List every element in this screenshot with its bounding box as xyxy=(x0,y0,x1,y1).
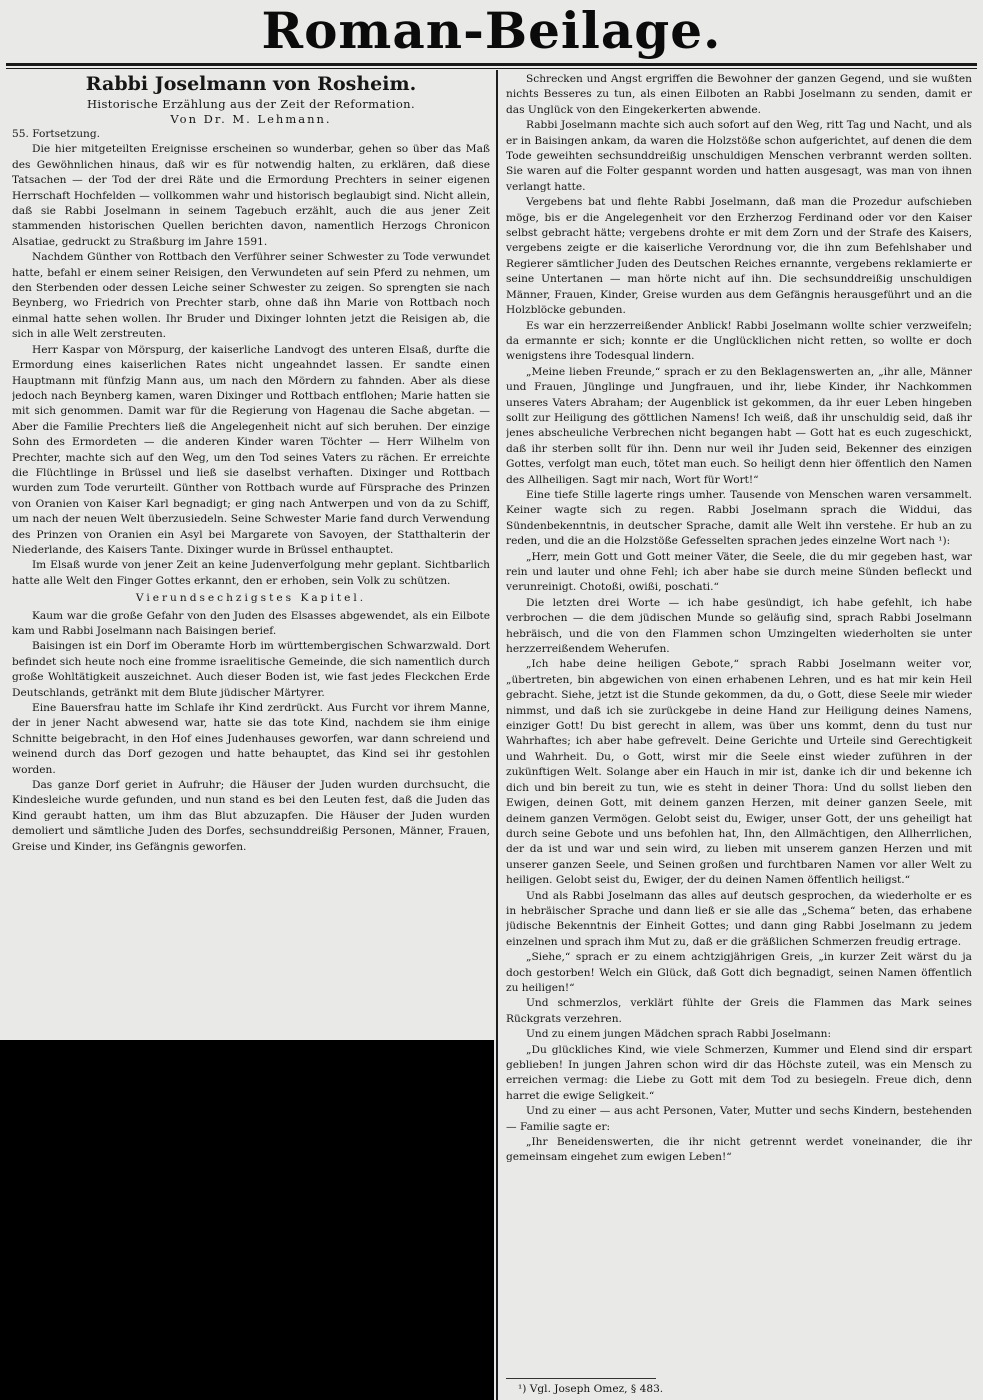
paragraph: „Meine lieben Freunde,“ sprach er zu den Beklagenswerten an, „ihr alle, Männer und Frauen, Jünglinge und Jungfrauen, und ihr, liebe Kinder, ihr Nachkommen unseres Vaters Abraham; der Augenblick ist gekommen, da ihr euer Leben hingeben sollt zur Heiligung des göttlichen Namens! Ich weiß, daß ihr unschuldig seid, daß ihr jenes abscheuliche Verbrechen nicht begangen habt — Gott hat es euch zugeschickt, daß ihr sterben sollt für ihn. Denn nur weil ihr Juden seid, Bekenner des einzigen Gottes, verfolgt man euch, tötet man euch. So heiligt denn hier öffentlich den Namen des Allheiligen. Sagt mir nach, Wort für Wort!“ xyxy=(506,365,972,486)
column-divider xyxy=(496,70,498,1400)
paragraph: „Siehe,“ sprach er zu einem achtzigjährigen Greis, „in kurzer Zeit wärst du ja doch gestorben! Welch ein Glück, daß Gott dich begnadigt, seinen Namen öffentlich zu heiligen!“ xyxy=(506,951,972,994)
paragraph: Die letzten drei Worte — ich habe gesündigt, ich habe gefehlt, ich habe verbrochen — die dem jüdischen Munde so geläufig sind, sprach Rabbi Joselmann hebräisch, und die von den Flammen schon Umzingelten wiederholten sie unter herzzerreißendem Weherufen. xyxy=(506,596,972,656)
paragraph: Es war ein herzzerreißender Anblick! Rabbi Joselmann wollte schier verzweifeln; da ermannte er sich; konnte er die Unglücklichen nicht retten, so wollte er doch wenigstens ihre Todesqual lindern. xyxy=(506,319,972,363)
paragraph: „Ich habe deine heiligen Gebote,“ sprach Rabbi Joselmann weiter vor, „übertreten, bin abgewichen von einen erhabenen Lehren, und es hat mir kein Heil gebracht. Siehe, jetzt ist die Stunde gekommen, da du, o Gott, diese Seele mir wieder nimmst, und daß ich sie zurückgebe in deine Hand zur Heiligung deines Namens, einziger Gott! Du bist gerecht in allem, was über uns kommt, denn du tust nur Wahrhaftes; ich aber habe gefrevelt. Deine Gerichte und Urteile sind Gerechtigkeit und Wahrheit. Du, o Gott, wirst mir die Seele einst wieder zuführen in der zukünftigen Welt. Solange aber ein Hauch in mir ist, danke ich dir und bekenne ich dich und bin bereit zu tun, wie es steht in deiner Thora: Und du sollst lieben den Ewigen, deinen Gott, mit deinem ganzen Herzen, mit deiner ganzen Seele, mit deinem ganzen Vermögen. Gelobt seist du, Ewiger, unser Gott, der uns geheiligt hat durch seine Gebote und uns befohlen hat, Ihn, den Allmächtigen, den Allherrlichen, der da ist und war und sein wird, zu lieben mit unserem ganzen Herzen und mit unserer ganzen Seele, und Seinen großen und furchtbaren Namen vor aller Welt zu heiligen. Gelobt seist du, Ewiger, der du deinen Namen öffentlich heiligst.“ xyxy=(506,658,972,887)
right-column xyxy=(506,72,972,1372)
paragraph: „Ihr Beneidenswerten, die ihr nicht getrennt werdet voneinander, die ihr gemeinsam eingehet zum ewigen Leben!“ xyxy=(506,1136,972,1164)
paragraph: Eine Bauersfrau hatte im Schlafe ihr Kind zerdrückt. Aus Furcht vor ihrem Manne, der in jener Nacht abwesend war, hatte sie das tote Kind, nachdem sie ihm einige Schnitte beigebracht, in den Hof eines Judenhauses geworfen, war dann schreiend und weinend durch das Dorf gezogen und hatte behauptet, das Kind sei ihr gestohlen worden. xyxy=(12,702,490,776)
paragraph: Kaum war die große Gefahr von den Juden des Elsasses abgewendet, als ein Eilbote kam und Rabbi Joselmann nach Baisingen berief. xyxy=(12,609,490,637)
story-author: Von Dr. M. Lehmann. xyxy=(170,112,332,126)
paragraph: Baisingen ist ein Dorf im Oberamte Horb im württembergischen Schwarzwald. Dort befindet sich heute noch eine fromme israelitische Gemeinde, die sich namentlich durch große Wohltätigkeit auszeichnet. Auch dieser Boden ist, wie fast jedes Fleckchen Erde Deutschlands, getränkt mit dem Blute jüdischer Märtyrer. xyxy=(12,640,490,699)
chapter-heading: Vierundsechzigstes Kapitel. xyxy=(135,592,367,605)
masthead xyxy=(0,0,983,62)
left-column xyxy=(12,72,490,1038)
paragraph: Rabbi Joselmann machte sich auch sofort auf den Weg, ritt Tag und Nacht, und als er in Baisingen ankam, da waren die Holzstöße schon aufgerichtet, auf denen die dem Tode geweihten sechsunddreißig unschuldigen Menschen verbrannt werden sollten. Sie waren auf die Folter gespannt worden und hatten ausgesagt, was man von ihnen verlangt hatte. xyxy=(506,119,972,193)
paragraph: Nachdem Günther von Rottbach den Verführer seiner Schwester zu Tode verwundet hatte, befahl er einem seiner Reisigen, den Verwundeten auf sein Pferd zu nehmen, um den Sterbenden oder dessen Leiche seiner Schwester zu zeigen. So sprengten sie nach Beynberg, wo Friedrich von Prechter starb, ohne daß ihn Marie von Rottbach noch einmal hatte sehen wollen. Ihr Bruder und Dixinger lohnten jetzt die Reisigen ab, die sich in alle Welt zerstreuten. xyxy=(12,251,490,341)
paragraph: Im Elsaß wurde von jener Zeit an keine Judenverfolgung mehr geplant. Sichtbarlich hatte alle Welt den Finger Gottes erkannt, den er erhoben, sein Volk zu schützen. xyxy=(12,559,490,587)
footnote-rule xyxy=(506,1378,656,1379)
paragraph: „Du glückliches Kind, wie viele Schmerzen, Kummer und Elend sind dir erspart geblieben! In jungen Jahren schon wird dir das Höchste zuteil, was ein Mensch zu erreichen vermag: die Liebe zu Gott mit dem Tod zu besiegeln. Freue dich, denn harret die ewige Seligkeit.“ xyxy=(506,1043,972,1102)
paragraph: Und zu einem jungen Mädchen sprach Rabbi Joselmann: xyxy=(526,1028,832,1041)
paragraph: Schrecken und Angst ergriffen die Bewohner der ganzen Gegend, und sie wußten nichts Besseres zu tun, als einen Eilboten an Rabbi Joselmann zu senden, damit er das Unglück von den Eingekerkerten abwende. xyxy=(506,73,972,116)
paragraph: Herr Kaspar von Mörspurg, der kaiserliche Landvogt des unteren Elsaß, durfte die Ermordung eines kaiserlichen Rates nicht ungeahndet lassen. Er sandte einen Hauptmann mit fünfzig Mann aus, um nach den Mördern zu fahnden. Aber als diese jedoch nach Beynberg kamen, waren Dixinger und Rottbach entflohen; Marie hatten sie mit sich genommen. Damit war für die Regierung von Hagenau die Sache abgetan. — Aber die Familie Prechters ließ die Angelegenheit nicht auf sich beruhen. Der einzige Sohn des Ermordeten — die anderen Kinder waren Töchter — Herr Wilhelm von Prechter, machte sich auf den Weg, um den Tod seines Vaters zu rächen. Er erreichte die Flüchtlinge in Brüssel und ließ sie daselbst verhaften. Dixinger und Rottbach wurden zum Tode verurteilt. Günther von Rottbach wurde auf Fürsprache des Prinzen von Oranien von Kaiser Karl begnadigt; er ging nach Antwerpen und von da zu Schiff, um nach der neuen Welt überzusiedeln. Seine Schwester Marie fand durch Verwendung des Prinzen von Oranien ein Asyl bei Margarete von Savoyen, der Statthalterin der Niederlande, des Kaisers Tante. Dixinger wurde in Brüssel enthauptet. xyxy=(12,343,490,556)
redacted-black-area xyxy=(0,1040,494,1400)
continuation-label: 55. Fortsetzung. xyxy=(12,128,101,140)
paragraph: Eine tiefe Stille lagerte rings umher. Tausende von Menschen waren versammelt. Keiner wagte sich zu regen. Rabbi Joselmann sprach die Widdui, das Sündenbekenntnis, in deutscher Sprache, damit alle Welt ihn verstehe. Er hub an zu reden, und die an die Holzstöße Gefesselten sprachen jedes einzelne Wort nach ¹): xyxy=(506,488,972,548)
paragraph: Die hier mitgeteilten Ereignisse erscheinen so wunderbar, gehen so über das Maß des Gewöhnlichen hinaus, daß wir es für notwendig halten, zu erklären, daß diese Tatsachen — der Tod der drei Räte und die Ermordung Prechters in seiner eigenen Herrschaft Hochfelden — vollkommen wahr und historisch beglaubigt sind. Nicht allein, daß sie Rabbi Joselmann in seinem Tagebuch erzählt, auch die aus jener Zeit stammenden historischen Quellen berichten davon, namentlich Herzogs Chronicon Alsatiae, gedruckt zu Straßburg im Jahre 1591. xyxy=(12,143,490,248)
story-title: Rabbi Joselmann von Rosheim. xyxy=(85,73,417,95)
paragraph: „Herr, mein Gott und Gott meiner Väter, die Seele, die du mir gegeben hast, war rein und lauter und ohne Fehl; ich aber habe sie durch meine Sünden befleckt und verunreinigt. Chotoßi, owißi, poschati.“ xyxy=(506,550,972,594)
masthead-rule xyxy=(6,63,977,66)
paragraph: Und schmerzlos, verklärt fühlte der Greis die Flammen das Mark seines Rückgrats verzehren. xyxy=(506,997,972,1025)
masthead-rule-thin xyxy=(6,68,977,69)
paragraph: Das ganze Dorf geriet in Aufruhr; die Häuser der Juden wurden durchsucht, die Kindesleiche wurde gefunden, und nun stand es bei den Leuten fest, daß die Juden das Kind geraubt hatten, um ihm das Blut abzuzapfen. Die Häuser der Juden wurden demoliert und sämtliche Juden des Dorfes, sechsunddreißig Personen, Männer, Frauen, Greise und Kinder, ins Gefängnis geworfen. xyxy=(12,779,490,853)
paragraph: Vergebens bat und flehte Rabbi Joselmann, daß man die Prozedur aufschieben möge, bis er die Angelegenheit vor den Erzherzog Ferdinand oder vor den Kaiser selbst gebracht hätte; vergebens drohte er mit dem Zorn und der Strafe des Kaisers, vergebens zeigte er die kaiserliche Verordnung vor, die ihn zum Befehlshaber und Regierer sämtlicher Juden des Deutschen Reiches ernannte, vergebens reklamierte er seine Untertanen — man hörte nicht auf ihn. Die sechsunddreißig unschuldigen Männer, Frauen, Kinder, Greise wurden aus dem Gefängnis herausgeführt und an die Holzblöcke gebunden. xyxy=(506,196,972,317)
masthead-title: Roman-Beilage. xyxy=(261,1,722,60)
paragraph: Und als Rabbi Joselmann das alles auf deutsch gesprochen, da wiederholte er es in hebräischer Sprache und dann ließ er sie alle das „Schema“ beten, das erhabene jüdische Bekenntnis der Einheit Gottes; und dann ging Rabbi Joselmann zu jedem einzelnen und sprach ihm Mut zu, daß er die gräßlichen Schmerzen freudig ertrage. xyxy=(506,889,972,948)
paragraph: Und zu einer — aus acht Personen, Vater, Mutter und sechs Kindern, bestehenden — Familie sagte er: xyxy=(506,1105,972,1133)
story-subtitle: Historische Erzählung aus der Zeit der Reformation. xyxy=(86,97,416,111)
footnote: ¹) Vgl. Joseph Omez, § 483. xyxy=(518,1383,664,1395)
